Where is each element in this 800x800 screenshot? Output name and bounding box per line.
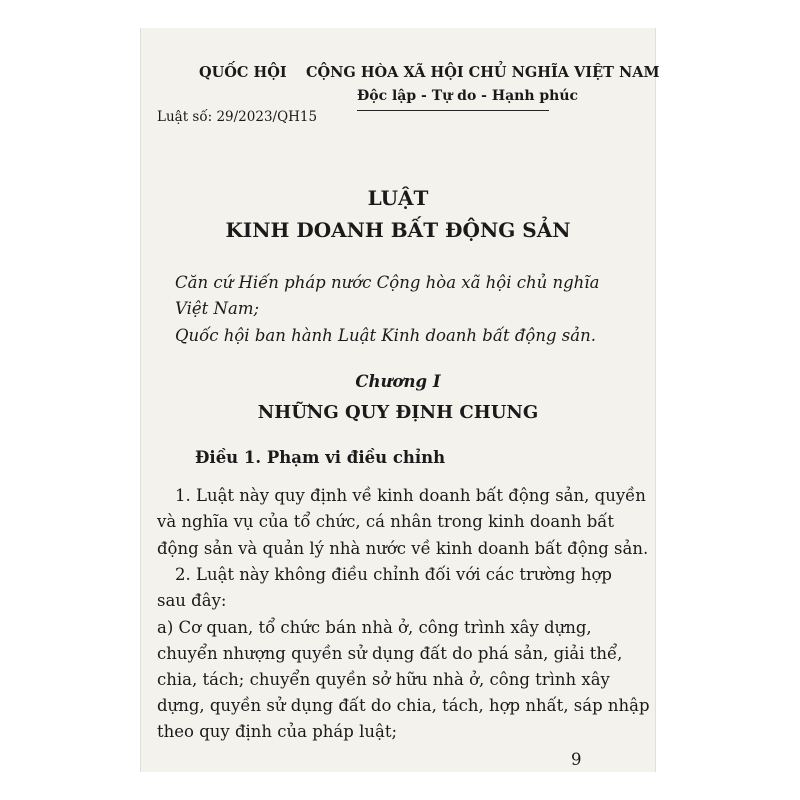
article-line: 2. Luật này không điều chỉnh đối với các trường hợp (175, 565, 612, 584)
article-line: chia, tách; chuyển quyền sở hữu nhà ở, công trình xây (157, 670, 610, 689)
article-line: 1. Luật này quy định về kinh doanh bất động sản, quyền (175, 486, 646, 505)
article-line: và nghĩa vụ của tổ chức, cá nhân trong kinh doanh bất (157, 512, 614, 531)
article-line: động sản và quản lý nhà nước về kinh doanh bất động sản. (157, 539, 649, 558)
page-number: 9 (571, 750, 582, 769)
document-page (140, 28, 660, 772)
preamble-line: Quốc hội ban hành Luật Kinh doanh bất động sản. (175, 326, 596, 345)
article-heading: Điều 1. Phạm vi điều chỉnh (195, 448, 446, 467)
article-line: sau đây: (157, 591, 227, 610)
article-line: dựng, quyền sử dụng đất do chia, tách, hợp nhất, sáp nhập (157, 696, 650, 715)
country-name: CỘNG HÒA XÃ HỘI CHỦ NGHĨA VIỆT NAM (306, 64, 660, 81)
chapter-name: NHỮNG QUY ĐỊNH CHUNG (257, 402, 539, 423)
law-title: LUẬT (367, 186, 429, 210)
chapter-number: Chương I (355, 372, 441, 391)
national-motto: Độc lập - Tự do - Hạnh phúc (357, 88, 579, 104)
law-subtitle: KINH DOANH BẤT ĐỘNG SẢN (225, 218, 571, 242)
law-number: Luật số: 29/2023/QH15 (157, 109, 318, 125)
preamble-line: Việt Nam; (175, 299, 260, 318)
article-line: chuyển nhượng quyền sử dụng đất do phá sản, giải thể, (157, 644, 623, 663)
article-line: a) Cơ quan, tổ chức bán nhà ở, công trình xây dựng, (157, 618, 592, 637)
issuer-label: QUỐC HỘI (199, 64, 287, 81)
motto-underline (357, 110, 549, 111)
preamble-line: Căn cứ Hiến pháp nước Cộng hòa xã hội chủ nghĩa (175, 273, 600, 292)
article-line: theo quy định của pháp luật; (157, 722, 398, 741)
